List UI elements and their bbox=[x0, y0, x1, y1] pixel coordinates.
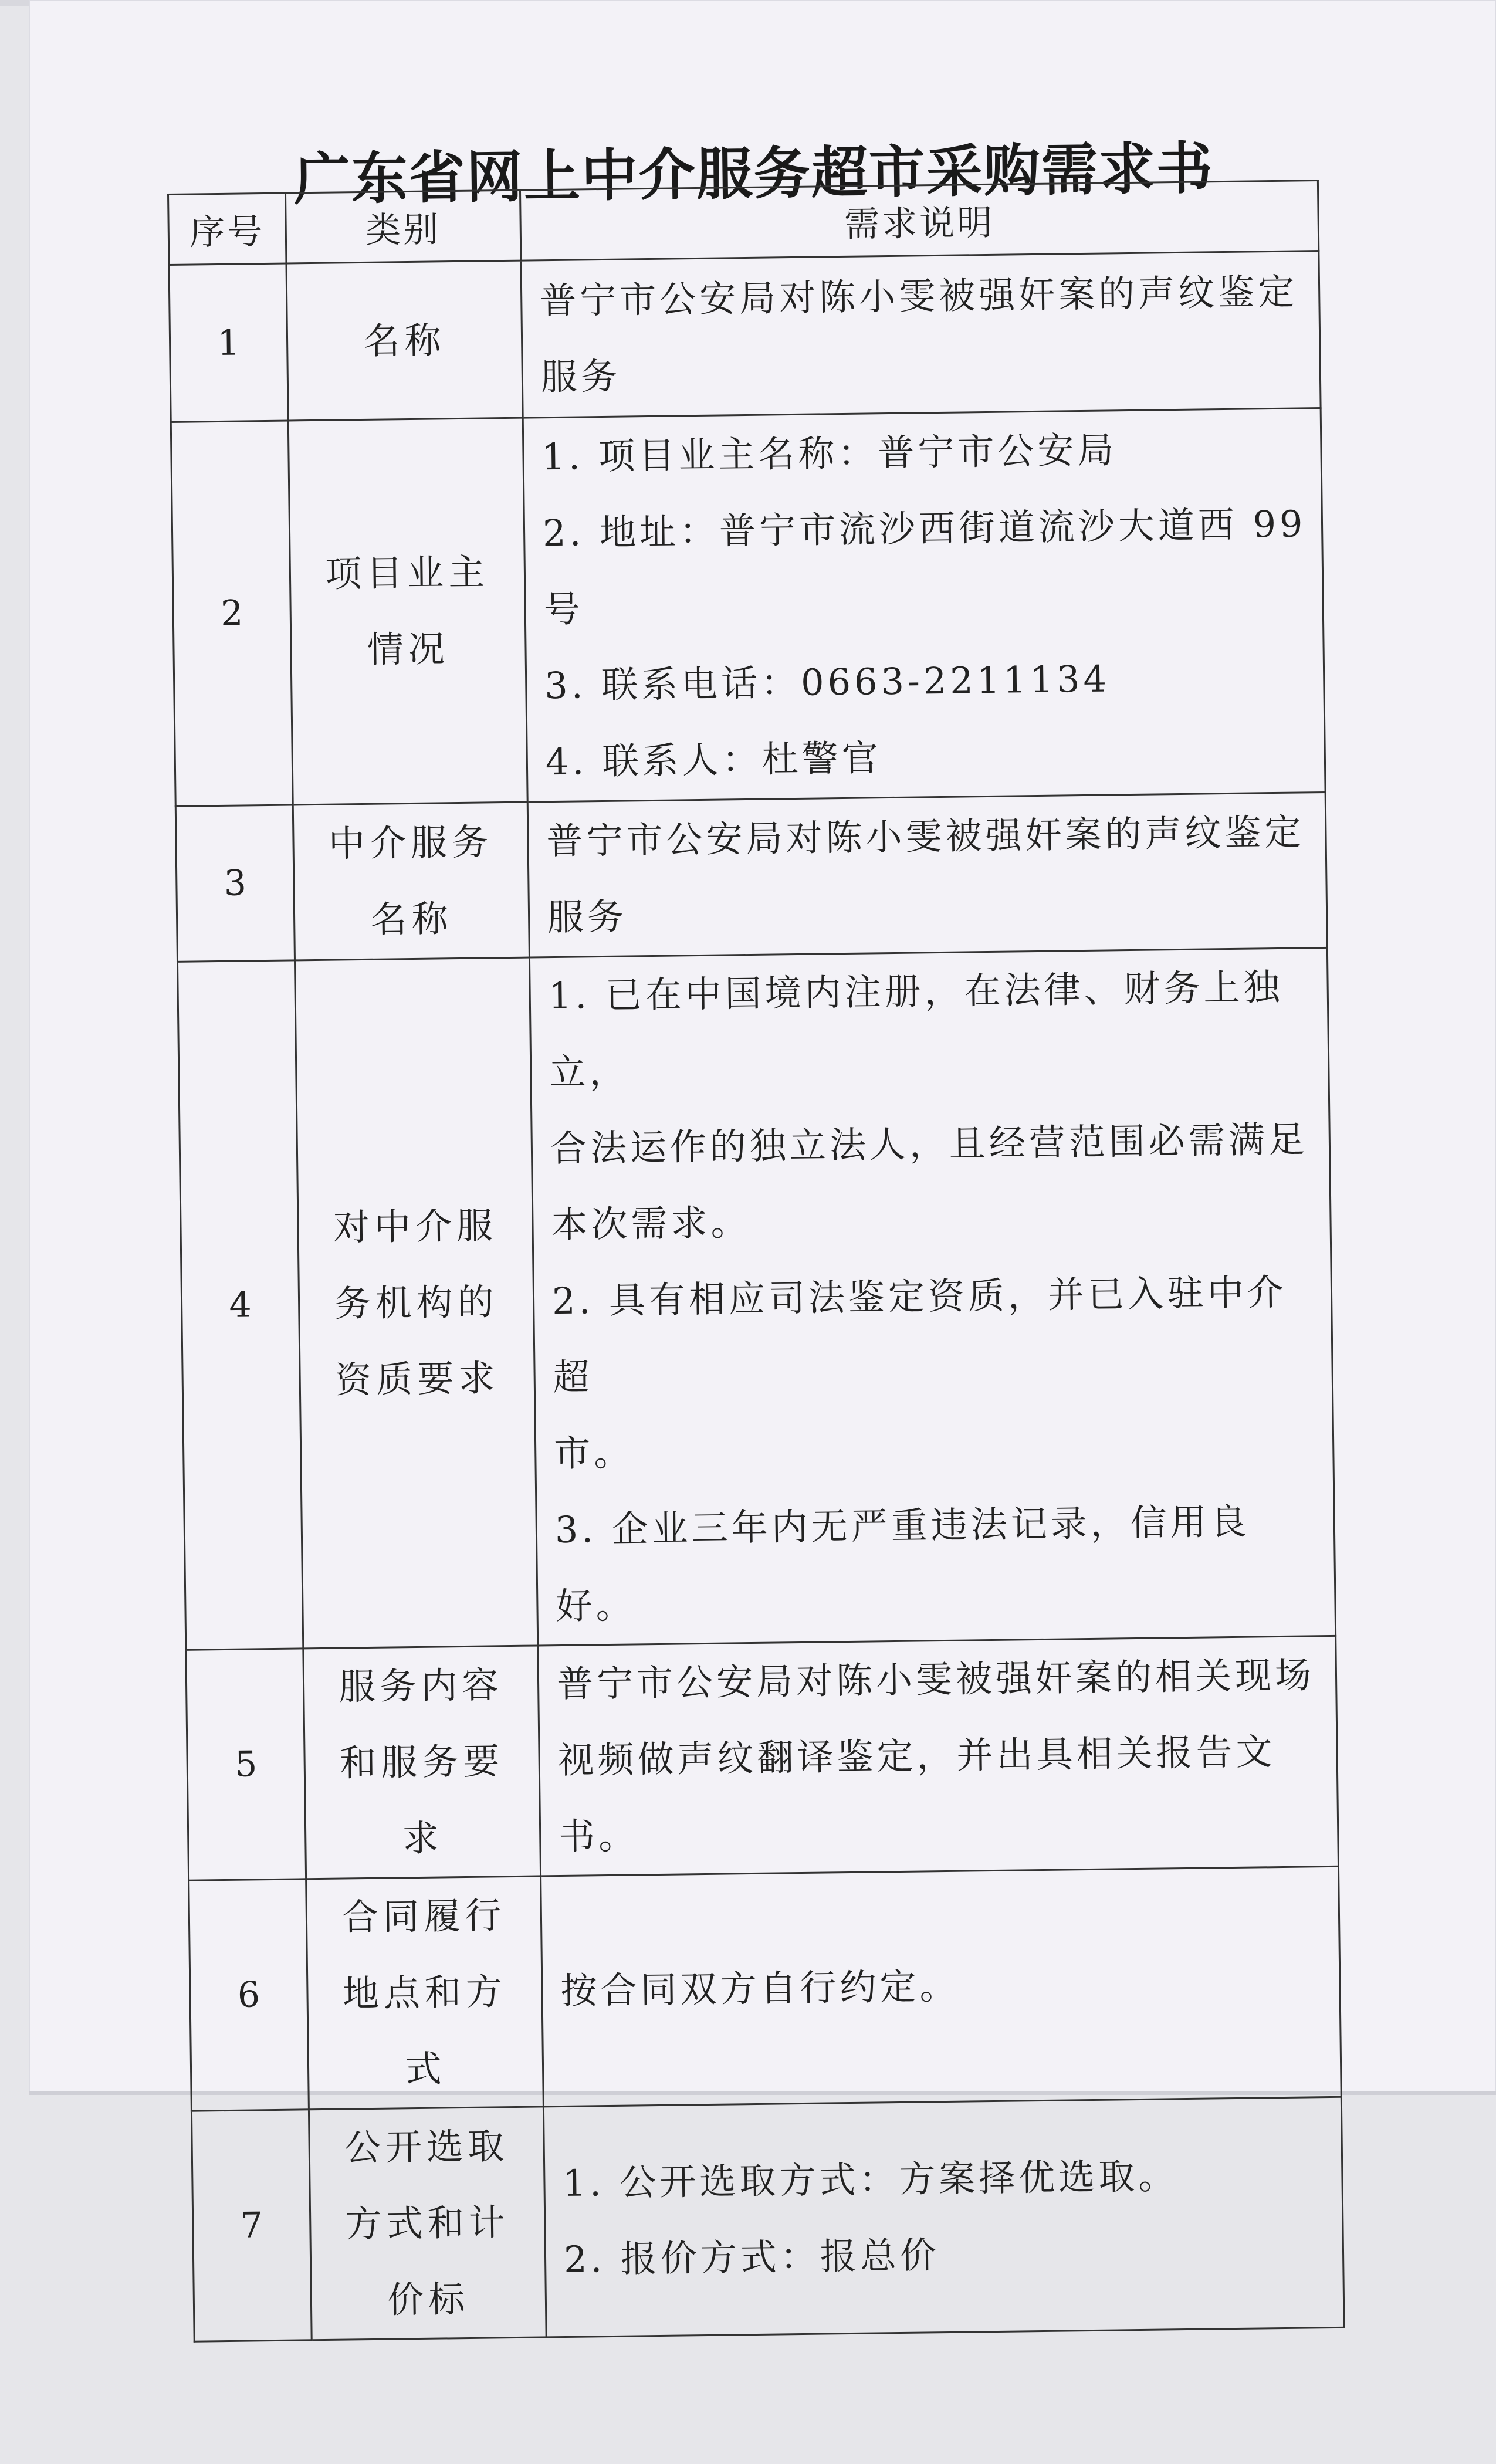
description-line: 4. 联系人：杜警官 bbox=[545, 736, 882, 784]
description-line: 2. 具有相应司法鉴定资质，并已入驻中介超 bbox=[551, 1270, 1288, 1399]
header-category: 类别 bbox=[286, 190, 521, 263]
description-line: 普宁市公安局对陈小雯被强奸案的相关现场 bbox=[556, 1653, 1315, 1706]
row-category: 公开选取方式和计价标 bbox=[309, 2107, 546, 2340]
row-category: 中介服务名称 bbox=[293, 802, 529, 960]
table-row bbox=[171, 408, 1325, 807]
table-header-row bbox=[168, 181, 1319, 265]
row-description bbox=[543, 2097, 1344, 2337]
table-row bbox=[186, 1636, 1339, 1880]
row-description bbox=[521, 251, 1321, 418]
description-line: 按合同双方自行约定。 bbox=[560, 1964, 960, 2013]
description-line: 1. 项目业主名称：普宁市公安局 bbox=[541, 428, 1118, 479]
description-line: 普宁市公安局对陈小雯被强奸案的声纹鉴定 bbox=[539, 269, 1298, 322]
table-row bbox=[189, 1866, 1342, 2111]
table-row bbox=[169, 251, 1321, 422]
description-line: 3. 企业三年内无严重违法记录，信用良好。 bbox=[554, 1500, 1251, 1628]
document-title: 广东省网上中介服务超市采购需求书 bbox=[293, 134, 1214, 212]
row-category: 对中介服务机构的资质要求 bbox=[295, 957, 537, 1649]
description-line: 视频做声纹翻译鉴定，并出具相关报告文书。 bbox=[557, 1730, 1277, 1859]
row-number: 2 bbox=[171, 421, 293, 806]
description-line: 号 bbox=[543, 587, 584, 631]
description-line: 1. 公开选取方式：方案择优选取。 bbox=[563, 2154, 1179, 2205]
requirements-table bbox=[167, 180, 1345, 2343]
description-line: 服务 bbox=[540, 354, 621, 398]
row-description bbox=[523, 408, 1325, 803]
description-line: 2. 报价方式：报总价 bbox=[563, 2233, 940, 2282]
row-number: 3 bbox=[175, 805, 295, 962]
row-category: 服务内容和服务要求 bbox=[303, 1646, 541, 1879]
header-no: 序号 bbox=[168, 193, 286, 265]
row-description bbox=[527, 792, 1327, 957]
header-description: 需求说明 bbox=[520, 181, 1318, 261]
table-row bbox=[177, 947, 1335, 1650]
row-category: 名称 bbox=[286, 260, 523, 421]
row-number: 1 bbox=[169, 263, 288, 422]
table-row bbox=[175, 792, 1327, 962]
description-line: 合法运作的独立法人，且经营范围必需满足 bbox=[550, 1118, 1309, 1170]
row-number: 4 bbox=[177, 960, 303, 1650]
description-line: 市。 bbox=[553, 1431, 634, 1475]
row-description bbox=[541, 1866, 1342, 2107]
description-line: 1. 已在中国境内注册，在法律、财务上独立， bbox=[548, 965, 1284, 1094]
row-category: 合同履行地点和方式 bbox=[306, 1876, 544, 2110]
description-line: 服务 bbox=[547, 895, 628, 939]
row-category: 项目业主情况 bbox=[288, 418, 527, 805]
description-line: 普宁市公安局对陈小雯被强奸案的声纹鉴定 bbox=[546, 810, 1305, 863]
row-description bbox=[538, 1636, 1339, 1876]
row-number: 7 bbox=[191, 2110, 312, 2341]
row-number: 6 bbox=[189, 1879, 309, 2111]
row-description bbox=[529, 947, 1335, 1646]
description-line: 2. 地址：普宁市流沙西街道流沙大道西 99 bbox=[542, 502, 1307, 555]
row-number: 5 bbox=[186, 1649, 306, 1880]
description-line: 3. 联系电话：0663-2211134 bbox=[544, 657, 1111, 708]
description-line: 本次需求。 bbox=[551, 1200, 751, 1247]
table-row bbox=[191, 2097, 1344, 2341]
